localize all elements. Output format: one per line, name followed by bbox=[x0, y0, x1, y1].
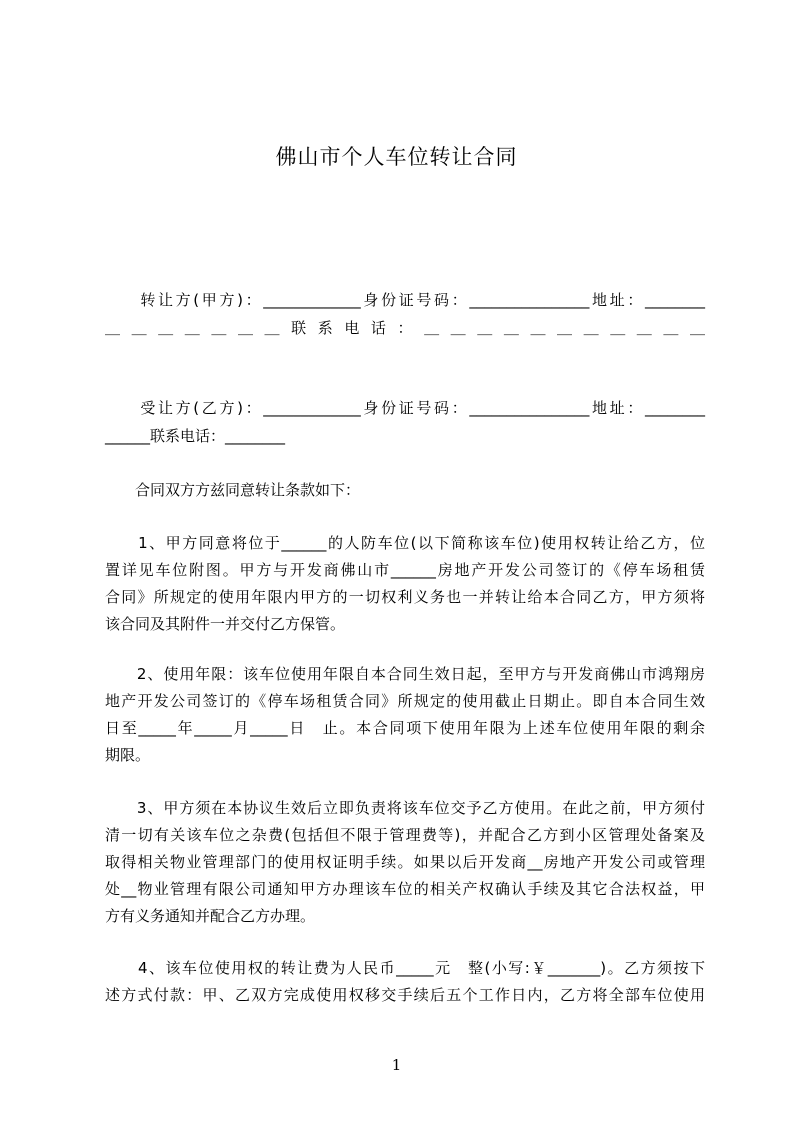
page-number: 1 bbox=[391, 1056, 402, 1074]
clause-1-line: 该合同及其附件一并交付乙方保管。 bbox=[105, 615, 346, 633]
clause-3-line: 3、甲方须在本协议生效后立即负责将该车位交予乙方使用。在此之前，甲方须付 bbox=[105, 799, 705, 817]
clause-3-line: 清一切有关该车位之杂费(包括但不限于管理费等)，并配合乙方到小区管理处备案及 bbox=[105, 826, 705, 844]
clause-2-line: 2、使用年限：该车位使用年限自本合同生效日起，至甲方与开发商佛山市鸿翔房 bbox=[105, 665, 705, 683]
clause-1-line: 合同》所规定的使用年限内甲方的一切权利义务也一并转让给本合同乙方，甲方须将 bbox=[105, 588, 705, 606]
party-b-line-2: ______联系电话：________ bbox=[105, 427, 286, 445]
clause-1-line: 置详见车位附图。甲方与开发商佛山市______房地产开发公司签订的《停车场租赁 bbox=[105, 561, 705, 579]
clause-2-line: 地产开发公司签订的《停车场租赁合同》所规定的使用截止日期止。即自本合同生效 bbox=[105, 692, 705, 710]
clause-3-line: 取得相关物业管理部门的使用权证明手续。如果以后开发商__房地产开发公司或管理 bbox=[105, 853, 705, 871]
party-a-line-2: ＿＿＿＿＿＿＿联系电话：＿＿＿＿＿＿＿＿＿＿＿ bbox=[105, 319, 705, 337]
party-b-line-1: 受让方(乙方)：_____________身份证号码：________________地址：________ bbox=[105, 399, 705, 417]
intro-paragraph: 合同双方方兹同意转让条款如下： bbox=[105, 481, 361, 499]
clause-3-line: 方有义务通知并配合乙方办理。 bbox=[105, 907, 316, 925]
page-title: 佛山市个人车位转让合同 bbox=[275, 145, 518, 169]
clause-2-line: 日至_____年_____月_____日 止。本合同项下使用年限为上述车位使用年限的剩余 bbox=[105, 719, 705, 737]
party-a-line-1: 转让方(甲方)：_____________身份证号码：________________地址：________ bbox=[105, 291, 705, 309]
clause-2-line: 期限。 bbox=[105, 746, 151, 764]
clause-3-line: 处__物业管理有限公司通知甲方办理该车位的相关产权确认手续及其它合法权益，甲 bbox=[105, 880, 705, 898]
clause-4-line: 述方式付款：甲、乙双方完成使用权移交手续后五个工作日内，乙方将全部车位使用 bbox=[105, 986, 705, 1004]
clause-1-line: 1、甲方同意将位于______的人防车位(以下简称该车位)使用权转让给乙方，位 bbox=[105, 534, 705, 552]
clause-4-line: 4、该车位使用权的转让费为人民币_____元 整(小写:￥_______)。乙方须按下 bbox=[105, 959, 705, 977]
